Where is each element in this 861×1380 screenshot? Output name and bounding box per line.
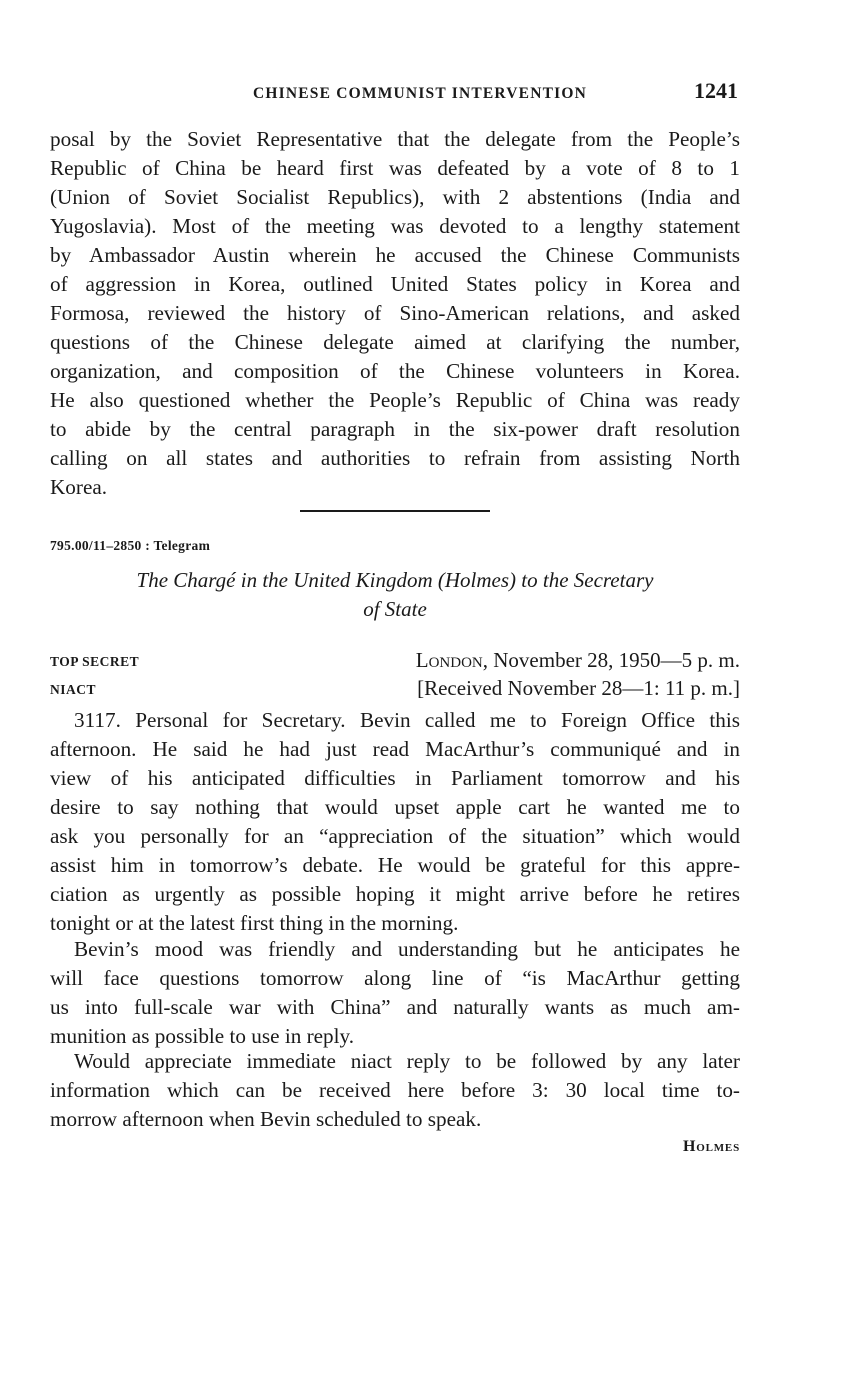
dateline-date: November 28, 1950—5 p. m. — [493, 648, 740, 672]
text-line: view of his anticipated difficulties in Parliament tomorrow and his — [50, 766, 740, 790]
text-line: Republic of China be heard first was defeated by a vote of 8 to 1 — [50, 156, 740, 180]
text-line: Bevin’s mood was friendly and understanding but he anticipates he — [74, 937, 740, 961]
text-line: assist him in tomorrow’s debate. He would be grateful for this appre- — [50, 853, 740, 877]
text-line: organization, and composition of the Chinese volunteers in Korea. — [50, 359, 740, 383]
telegram-paragraph-2 — [50, 935, 740, 1051]
page-number: 1241 — [694, 78, 738, 103]
text-line: (Union of Soviet Socialist Republics), with 2 abstentions (India and — [50, 185, 740, 209]
text-line: ask you personally for an “appreciation of the situation” which would — [50, 824, 740, 848]
text-line: tonight or at the latest first thing in the morning. — [50, 911, 459, 935]
dateline — [416, 648, 740, 673]
text-line: Korea. — [50, 475, 108, 499]
telegram-paragraph-3 — [50, 1047, 740, 1134]
page-header — [50, 78, 740, 114]
file-reference: 795.00/11–2850 : Telegram — [50, 538, 211, 553]
text-line: He also questioned whether the People’s Republic of China was ready — [50, 388, 740, 412]
section-divider — [300, 510, 490, 512]
continuation-paragraph — [50, 125, 740, 502]
received-note: [Received November 28—1: 11 p. m.] — [417, 676, 740, 700]
text-line: information which can be received here before 3: 30 local time to- — [50, 1078, 740, 1102]
text-line: Formosa, reviewed the history of Sino-American relations, and asked — [50, 301, 740, 325]
signature: Holmes — [683, 1138, 740, 1155]
precedence-row — [50, 676, 740, 704]
text-line: calling on all states and authorities to refrain from assisting North — [50, 446, 740, 470]
telegram-paragraph-1 — [50, 706, 740, 938]
text-line: ciation as urgently as possible hoping it might arrive before he retires — [50, 882, 740, 906]
text-line: us into full-scale war with China” and naturally wants as much am- — [50, 995, 740, 1019]
document-title — [60, 566, 730, 624]
text-line: Would appreciate immediate niact reply to be followed by any later — [74, 1049, 740, 1073]
title-line: The Chargé in the United Kingdom (Holmes) to the Secretary — [136, 568, 654, 592]
text-line: afternoon. He said he had just read MacArthur’s communiqué and in — [50, 737, 740, 761]
text-line: 3117. Personal for Secretary. Bevin called me to Foreign Office this — [74, 708, 740, 732]
text-line: by Ambassador Austin wherein he accused the Chinese Communists — [50, 243, 740, 267]
precedence-label: NIACT — [50, 682, 97, 697]
classification-row — [50, 648, 740, 676]
text-line: desire to say nothing that would upset apple cart he wanted me to — [50, 795, 740, 819]
text-line: questions of the Chinese delegate aimed at clarifying the number, — [50, 330, 740, 354]
text-line: will face questions tomorrow along line of “is MacArthur getting — [50, 966, 740, 990]
text-line: to abide by the central paragraph in the six-power draft resolution — [50, 417, 740, 441]
text-line: morrow afternoon when Bevin scheduled to speak. — [50, 1107, 482, 1131]
text-line: Yugoslavia). Most of the meeting was devoted to a lengthy statement — [50, 214, 740, 238]
classification-label: TOP SECRET — [50, 654, 140, 669]
running-head: CHINESE COMMUNIST INTERVENTION — [252, 85, 588, 102]
dateline-place: London, — [415, 648, 489, 672]
text-line: munition as possible to use in reply. — [50, 1024, 355, 1048]
text-line: of aggression in Korea, outlined United States policy in Korea and — [50, 272, 740, 296]
title-line: of State — [363, 597, 427, 621]
text-line: posal by the Soviet Representative that the delegate from the People’s — [50, 127, 740, 151]
